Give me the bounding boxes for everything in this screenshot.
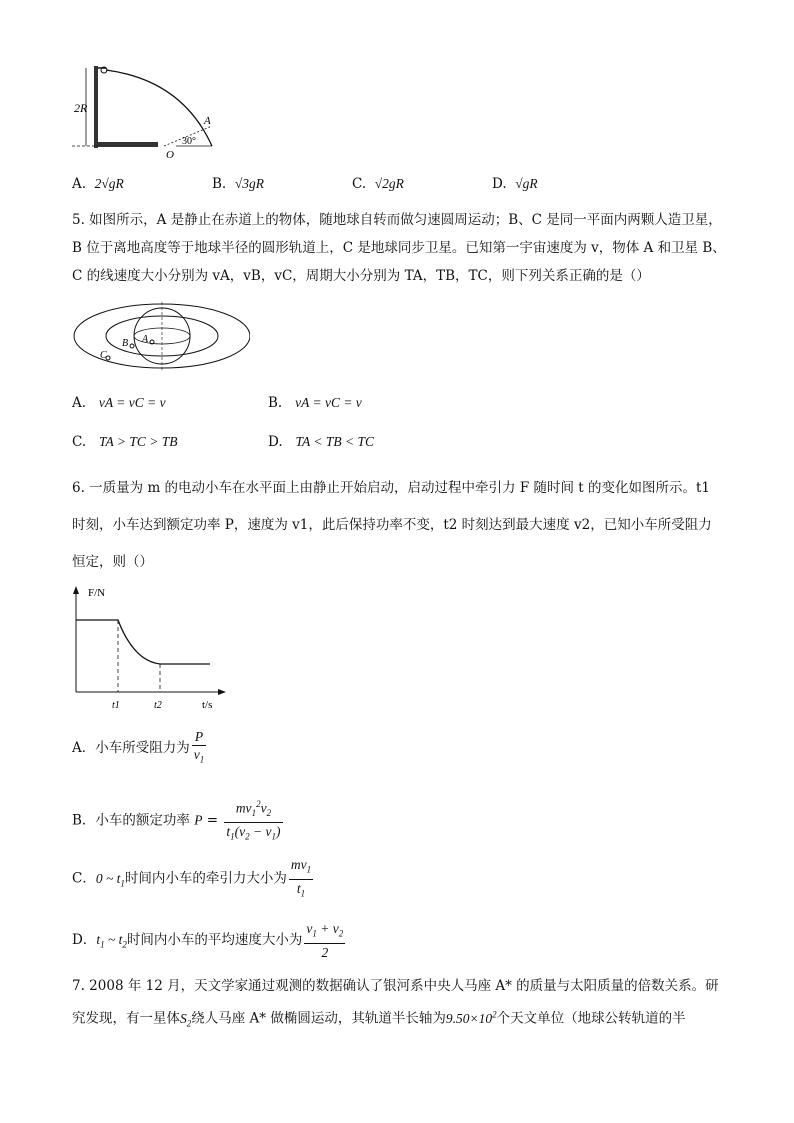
q4-height-label: 2R	[74, 101, 88, 115]
q5-text-line-2: B 位于离地高度等于地球半径的圆形轨道上，C 是地球同步卫星。已知第一宇宙速度为 v，物体 A 和卫星 B、	[72, 240, 726, 256]
q5-orbit-figure	[70, 300, 250, 372]
q6-option-a: A．小车所受阻力为 $\frac{P}{v_1}$	[72, 729, 205, 765]
q4-point-o: O	[166, 149, 174, 160]
q4-angle: 30°	[182, 136, 196, 147]
q6-force-time-chart	[62, 584, 232, 714]
q6-option-c: C．0 ~ $t_1$时间内小车的牵引力大小为 $\frac{mv_1}{t_1}$	[72, 857, 312, 899]
q5-label-c: C	[100, 350, 107, 361]
q5-text-line-3: C 的线速度大小分别为 vA，vB，vC，周期大小分别为 TA，TB，TC，则下列关系正确的是（）	[72, 268, 650, 284]
q6-text-line-2: 时刻，小车达到额定功率 P，速度为 v1，此后保持功率不变，t2 时刻达到最大速度 v2，已知小车所受阻力	[72, 517, 712, 533]
q5-option-c: C. TA > TC > TB	[72, 434, 178, 450]
q6-option-d: D．$t_1$ ~ $t_2$时间内小车的平均速度大小为 $\frac{v_1 + v_2}{2}$	[72, 921, 344, 960]
q7-text-line-1: 7. 2008 年 12 月，天文学家通过观测的数据确认了银河系中央人马座 A* 的质量与太阳质量的倍数关系。研	[72, 978, 719, 994]
q6-y-label: F/N	[88, 587, 106, 599]
q7-text-line-2: 究发现，有一星体$S_2$绕人马座 A* 做椭圆运动，其轨道半长轴为$9.50\times 10^2$个天文单位（地球公转轨道的半	[72, 1009, 686, 1029]
q6-option-b: B．小车的额定功率 P = $\frac{mv_1^2v_2}{t_1(v_2 - v_1)}$	[72, 796, 285, 846]
q6-text-line-3: 恒定，则（）	[72, 554, 153, 570]
q5-option-d: D. TA < TB < TC	[268, 434, 375, 450]
q5-option-b: B. vA = vC = v	[268, 395, 362, 411]
q6-x-label: t/s	[202, 699, 213, 711]
q5-label-b: B	[122, 338, 129, 349]
q6-t2-tick: t2	[154, 700, 162, 711]
q4-option-c: C. √2gR	[352, 176, 404, 192]
q4-figure	[72, 62, 222, 160]
q4-option-a: A. 2√gR	[72, 176, 124, 192]
q5-text-line-1: 5. 如图所示，A 是静止在赤道上的物体，随地球自转而做匀速圆周运动；B、C 是同一平面内两颗人造卫星，	[72, 212, 722, 228]
q6-t1-tick: t1	[112, 700, 120, 711]
q4-wall	[94, 66, 98, 148]
q4-trajectory	[106, 70, 212, 146]
q4-option-b: B. √3gR	[212, 176, 264, 192]
q6-force-curve	[76, 620, 210, 664]
q5-label-a: A	[142, 334, 149, 345]
q6-text-line-1: 6. 一质量为 m 的电动小车在水平面上由静止开始启动，启动过程中牵引力 F 随时间 t 的变化如图所示。t1	[72, 480, 711, 496]
q4-point-a: A	[204, 115, 211, 127]
q4-option-d: D. √gR	[492, 176, 538, 192]
q5-option-a: A. vA = vC = v	[72, 395, 166, 411]
